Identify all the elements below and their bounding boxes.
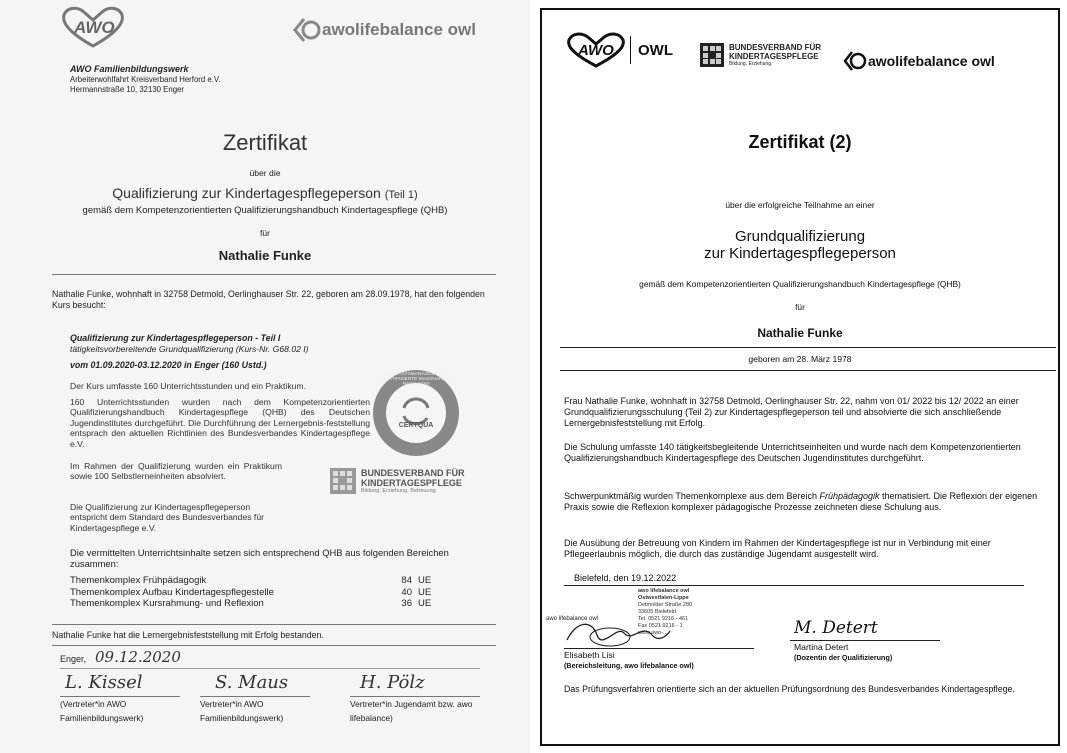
intro-text: über die erfolgreiche Teilnahme an einer xyxy=(725,200,875,210)
paragraph: Frau Nathalie Funke, wohnhaft in 32758 Detmold, Oerlinghauser Str. 22, nahm von 01/ 2022 bis 12/ 2022 an einer Grundqualifizierungsschulung (Teil 2) zur Kindertagespflegeperson teil und absolvierte die sich anschließende Lernergebnisfeststellung mit Erfolg. xyxy=(564,396,1019,428)
course-dates: vom 01.09.2020-03.12.2020 in Enger (160 Ustd.) xyxy=(70,360,267,370)
place-label: Enger, xyxy=(60,654,87,664)
topic-row xyxy=(70,598,490,610)
place-date: Bielefeld, den 19.12.2022 xyxy=(574,573,677,583)
signatory-role: (Dozentin der Qualifizierung) xyxy=(794,653,893,662)
paragraph: Im Rahmen der Qualifizierung wurden ein Praktikum sowie 100 Selbstlerneinheiten absolviert. xyxy=(70,461,282,482)
bundesverband-grid-icon xyxy=(330,468,356,494)
bundesverband-line: KINDERTAGESPFLEGE xyxy=(729,52,819,61)
signatory-name: Elisabeth Lisi xyxy=(564,650,615,660)
awo-logo-text: AWO xyxy=(74,18,115,37)
qualification-title xyxy=(0,185,530,201)
course-subtitle: tätigkeitsvorbereitende Grundqualifizierung (Kurs-Nr. G68.02 I) xyxy=(70,343,309,354)
qualification-name: Qualifizierung zur Kindertagespflegeperson xyxy=(112,185,381,201)
signature-2: S. Maus xyxy=(215,672,289,693)
lifebalance-logo xyxy=(292,16,522,44)
divider xyxy=(52,624,496,625)
paragraph: Die Ausübung der Betreuung von Kindern im Rahmen der Kindertagespflege ist nur in Verbindung mit einer Pflegeerlaubnis möglich, die durch das zuständige Jugendamt ausgestellt wird. xyxy=(564,538,991,559)
certificate-left xyxy=(0,0,530,753)
qualification-line: zur Kindertagespflegeperson xyxy=(704,245,896,262)
topic-name: Themenkomplex Kursrahmung- und Reflexion xyxy=(70,598,264,609)
date-line xyxy=(564,585,1024,586)
signature-line xyxy=(564,648,754,649)
bundesverband-line: BUNDESVERBAND FÜR xyxy=(729,43,822,52)
bundesverband-line: KINDERTAGESPFLEGE xyxy=(361,477,462,488)
certificate-title: Zertifikat (2) xyxy=(748,132,852,152)
certqua-seal xyxy=(371,368,461,458)
birth-date: geboren am 28. März 1978 xyxy=(748,354,852,364)
org-address-line: Arbeiterwohlfahrt Kreisverband Herford e.V. xyxy=(70,75,221,84)
lifebalance-logo-text: awolifebalance owl xyxy=(322,20,476,39)
certqua-text: CERTQUA xyxy=(398,422,434,429)
stamp-line: 33605 Bielefeld xyxy=(638,609,676,615)
divider xyxy=(560,347,1056,348)
qhb-line: gemäß dem Kompetenzorientierten Qualifizierungshandbuch Kindertagespflege (QHB) xyxy=(82,205,448,216)
divider xyxy=(52,274,496,275)
paragraph: 160 Unterrichtsstunden wurden nach dem Kompetenzorientierten Qualifizierungshandbuch Kindertagespflege (QHB) des Deutschen Jugendinstitutes durchgeführt. Die Durchführung der Lernergebnis-feststellung entsprach den aktuellen Richtlinien des Bundesverbandes Kindertagespflege e.V. xyxy=(70,397,370,449)
stamp-line: Fax 0521 9216 - 1 xyxy=(638,623,683,629)
paragraph xyxy=(564,491,1044,513)
owl-logo-text: OWL xyxy=(638,42,673,59)
signatory-name: Martina Detert xyxy=(794,642,849,652)
topic-value: 84 xyxy=(401,575,412,586)
paragraph: Die Qualifizierung zur Kindertagespflegeperson entspricht dem Standard des Bundesverbandes für Kindertagespflege e.V. xyxy=(70,502,264,533)
topic-value: 36 xyxy=(401,598,412,609)
bundesverband-tagline: Bildung. Erziehung. xyxy=(729,61,773,67)
divider xyxy=(560,370,1056,371)
lifebalance-logo-text: awolifebalance owl xyxy=(868,53,995,69)
topic-row xyxy=(70,575,490,587)
divider xyxy=(52,645,496,646)
stamp-line: Tel. 0521 9216 - 461 xyxy=(638,616,689,622)
lifebalance-icon xyxy=(292,16,322,44)
org-address-line: Hermannstraße 10, 32130 Enger xyxy=(70,84,184,94)
paragraph-emphasis: Frühpädagogik xyxy=(819,491,880,501)
awo-logo xyxy=(564,32,628,68)
paragraph-text: Schwerpunktmäßig wurden Themenkomplexe aus dem Bereich xyxy=(564,491,820,501)
topic-row xyxy=(70,587,490,599)
logo-divider xyxy=(630,36,631,64)
lifebalance-logo xyxy=(842,48,1042,74)
paragraph: Die Schulung umfasste 140 tätigkeitsbegleitende Unterrichtseinheiten und wurde nach dem Kompetenzorientierten Qualifizierungshandbuch Kindertagespflege des Deutschen Jugendinstitutes durchgeführt. xyxy=(564,442,1021,463)
bundesverband-line: BUNDESVERBAND FÜR xyxy=(361,467,465,478)
bundesverband-tagline: Bildung. Erziehung. Betreuung. xyxy=(361,487,438,494)
stamp-line: www.awo-... xyxy=(638,630,668,636)
topic-value: 40 xyxy=(401,586,412,598)
signature-3: H. Pölz xyxy=(360,672,425,693)
signature-1: L. Kissel xyxy=(65,672,143,693)
for-text: für xyxy=(259,228,271,238)
awo-logo-text: AWO xyxy=(578,42,614,59)
bundesverband-logo xyxy=(700,40,840,70)
success-statement: Nathalie Funke hat die Lernergebnisfeststellung mit Erfolg bestanden. xyxy=(52,630,324,640)
qualification-line: Grundqualifizierung xyxy=(734,228,866,245)
topics-intro: Die vermittelten Unterrichtsinhalte setzen sich entsprechend QHB aus folgenden Bereichen zusammen: xyxy=(70,547,449,569)
qhb-line: gemäß dem Kompetenzorientierten Qualifizierungshandbuch Kindertagespflege (QHB) xyxy=(639,279,961,289)
paragraph-text: thematisiert. Die Reflexion der eigenen Praxis sowie die Reflexion komplexer pädagogische Prozesse zeichneten diese Schulung aus. xyxy=(564,491,1038,512)
signatory-role: (Bereichsleitung, awo lifebalance owl) xyxy=(564,661,694,670)
signature-line xyxy=(790,640,940,641)
topic-unit: UE xyxy=(418,575,432,586)
signature-caption: Vertreter*in AWO Familienbildungswerk) xyxy=(200,696,310,725)
stamp-line: Detmolder Straße 280 xyxy=(638,602,693,608)
bundesverband-logo xyxy=(330,464,510,498)
topic-unit: UE xyxy=(418,598,432,609)
stamp-line: Ostwestfalen-Lippe xyxy=(638,595,689,601)
intro-text: über die xyxy=(249,168,281,178)
signature-2: M. Detert xyxy=(794,618,878,638)
certificate-right xyxy=(540,8,1060,746)
date-line xyxy=(60,668,480,669)
lifebalance-icon xyxy=(842,49,868,73)
paragraph: Der Kurs umfasste 160 Unterrichtsstunden und ein Praktikum. xyxy=(70,381,306,391)
intro-paragraph: Nathalie Funke, wohnhaft in 32758 Detmold, Oerlinghauser Str. 22, geboren am 28.09.1978, hat den folgenden Kurs besucht: xyxy=(52,289,485,310)
seal-ring-text: QUALITÄTSMANAGEMENT · ZERTIFIZIERTE MASSNAHME NACH AZAV xyxy=(382,372,450,387)
place-date-handwritten: 09.12.2020 xyxy=(95,648,181,666)
qualification-part: (Teil 1) xyxy=(384,189,418,201)
bundesverband-grid-icon xyxy=(700,43,724,67)
course-title: Qualifizierung zur Kindertagespflegeperson - Teil I xyxy=(70,333,281,343)
topic-name: Themenkomplex Frühpädagogik xyxy=(70,575,207,586)
for-text: für xyxy=(795,302,805,312)
footer-paragraph: Das Prüfungsverfahren orientierte sich an der aktuellen Prüfungsordnung des Bundesverbandes Kindertagespflege. xyxy=(564,684,1015,694)
recipient-name: Nathalie Funke xyxy=(218,248,312,263)
topic-unit: UE xyxy=(418,586,432,598)
org-name: AWO Familienbildungswerk xyxy=(70,64,189,74)
recipient-name: Nathalie Funke xyxy=(757,326,843,340)
signature-caption: (Vertreter*in AWO Familienbildungswerk) xyxy=(60,696,180,725)
stamp-line: awo lifebalance owl xyxy=(638,588,690,594)
awo-logo xyxy=(58,6,128,48)
topic-name: Themenkomplex Aufbau Kindertagespflegestelle xyxy=(70,586,274,598)
stamp-logo: awo lifebalance owl xyxy=(546,616,599,622)
certificate-title: Zertifikat xyxy=(222,130,308,155)
topics-list xyxy=(70,575,490,610)
signature-caption: Vertreter*in Jugendamt bzw. awo lifebalance) xyxy=(350,696,480,725)
